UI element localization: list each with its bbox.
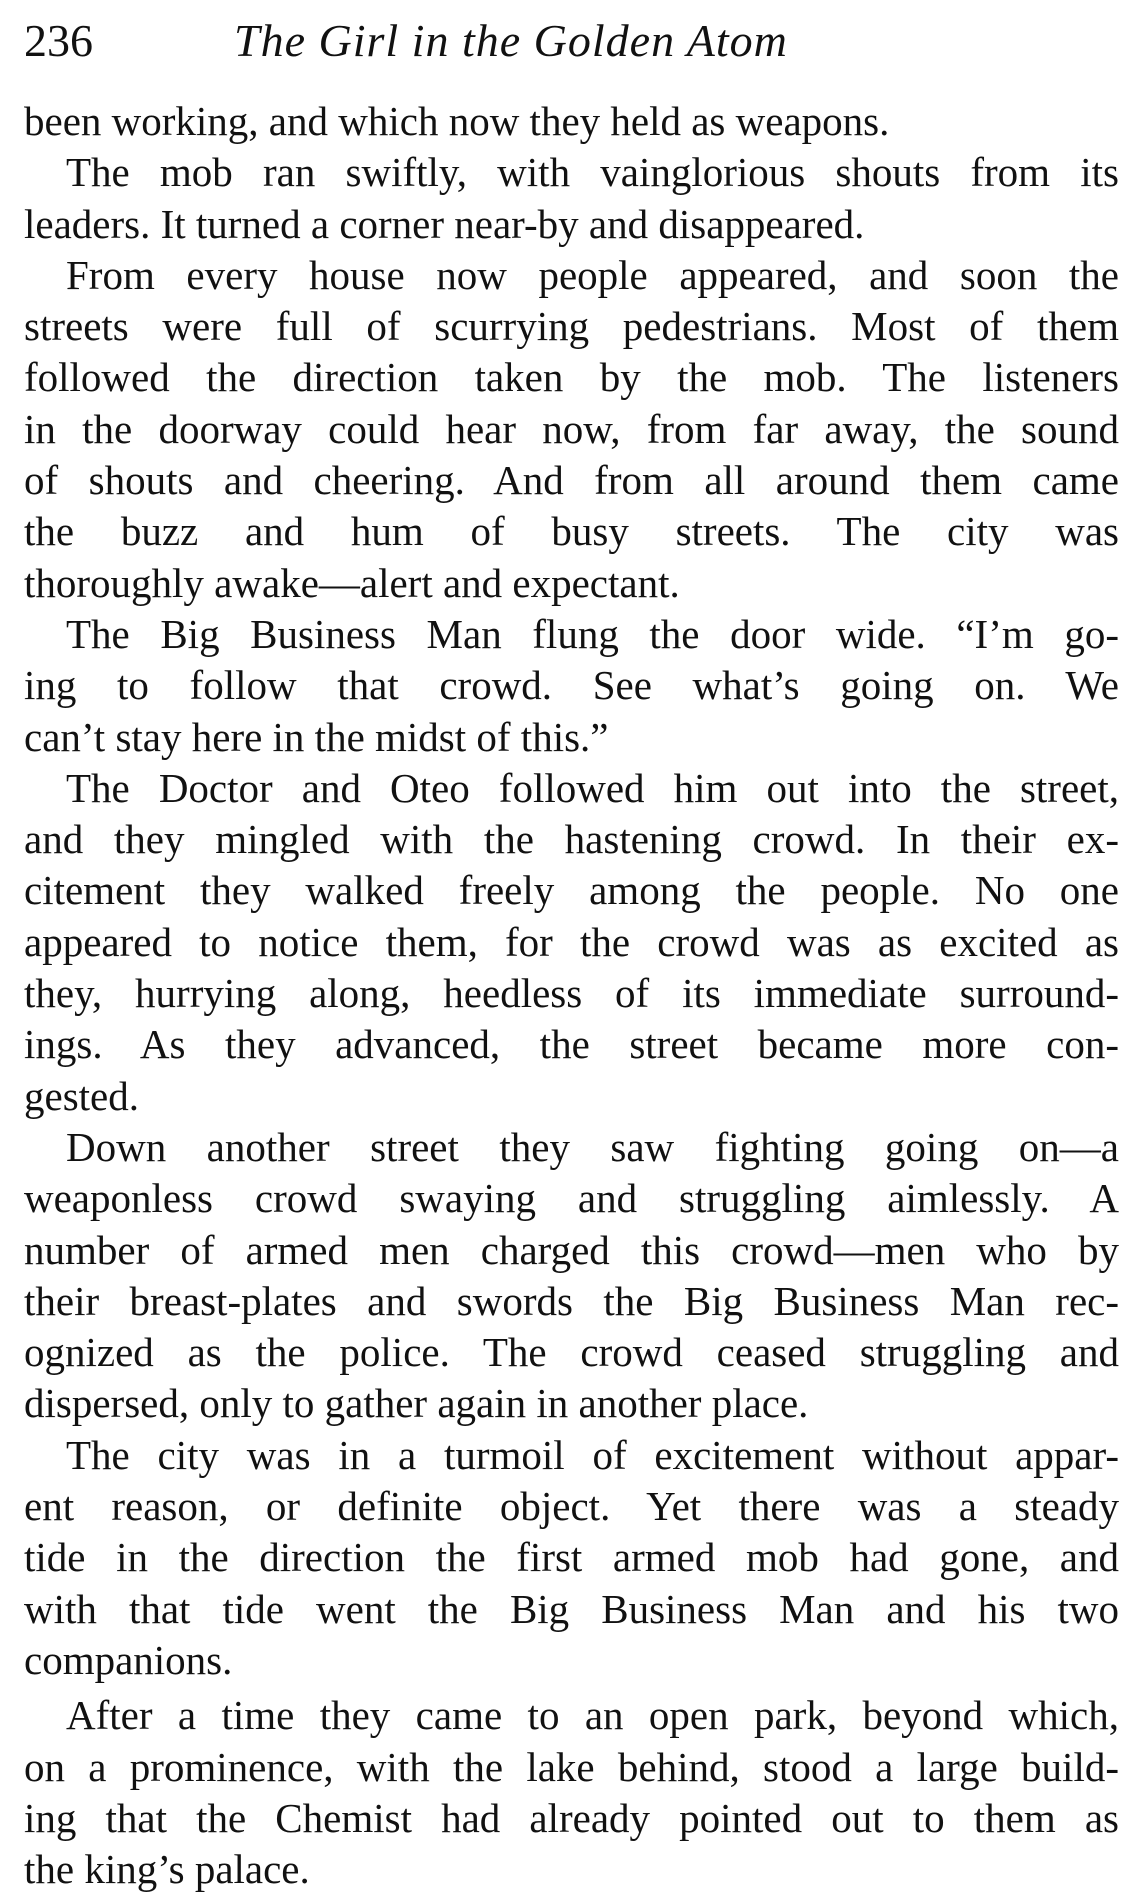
text-line: ing to follow that crowd. See what’s going on. We (24, 662, 1119, 709)
text-line: number of armed men charged this crowd—men who by (24, 1226, 1119, 1273)
paragraph-turmoil (24, 1430, 1119, 1686)
text-line: The city was in a turmoil of excitement without appar- (66, 1431, 1119, 1478)
text-line: of shouts and cheering. And from all around them came (24, 457, 1119, 504)
text-line: thoroughly awake—alert and expectant. (24, 559, 680, 606)
text-line: the king’s palace. (24, 1846, 310, 1893)
paragraph-continuation (24, 96, 1119, 147)
paragraph-street-crowd (24, 763, 1119, 1122)
text-line: appeared to notice them, for the crowd was as excited as (24, 918, 1119, 965)
paragraph-door (24, 609, 1119, 763)
text-line: The Big Business Man flung the door wide. “I’m go- (66, 610, 1119, 657)
text-line: in the doorway could hear now, from far away, the sound (24, 405, 1119, 452)
text-line: leaders. It turned a corner near-by and disappeared. (24, 200, 865, 247)
text-line: on a prominence, with the lake behind, stood a large build- (24, 1743, 1119, 1790)
text-line: companions. (24, 1636, 233, 1683)
text-line: ognized as the police. The crowd ceased struggling and (24, 1329, 1119, 1376)
text-line: with that tide went the Big Business Man and his two (24, 1585, 1119, 1632)
text-line: gested. (24, 1072, 139, 1119)
text-line: The mob ran swiftly, with vainglorious shouts from its (66, 149, 1119, 196)
text-line: the buzz and hum of busy streets. The city was (24, 508, 1119, 555)
text-line: followed the direction taken by the mob. The listeners (24, 354, 1119, 401)
text-line: After a time they came to an open park, beyond which, (66, 1692, 1119, 1739)
text-line: they, hurrying along, heedless of its immediate surround- (24, 970, 1119, 1017)
paragraph-mob (24, 147, 1119, 250)
paragraph-palace (24, 1690, 1119, 1895)
text-line: The Doctor and Oteo followed him out into the street, (66, 764, 1119, 811)
paragraph-fighting (24, 1122, 1119, 1430)
text-line: their breast-plates and swords the Big Business Man rec- (24, 1277, 1119, 1324)
text-line: Down another street they saw fighting going on—a (66, 1123, 1119, 1170)
page-number: 236 (24, 15, 93, 66)
text-line: From every house now people appeared, and soon the (66, 251, 1119, 298)
text-line: tide in the direction the first armed mob had gone, and (24, 1534, 1119, 1581)
text-line: weaponless crowd swaying and struggling aimlessly. A (24, 1175, 1119, 1222)
text-line: and they mingled with the hastening crowd. In their ex- (24, 816, 1119, 863)
book-title: The Girl in the Golden Atom (234, 15, 788, 66)
paragraph-streets (24, 250, 1119, 609)
running-head (24, 8, 1124, 78)
chapter-body (24, 96, 1119, 1895)
text-line: ent reason, or definite object. Yet there was a steady (24, 1483, 1119, 1530)
text-line: can’t stay here in the midst of this.” (24, 713, 609, 760)
text-line: citement they walked freely among the people. No one (24, 867, 1119, 914)
text-line: ing that the Chemist had already pointed out to them as (24, 1794, 1119, 1841)
text-line: been working, and which now they held as weapons. (24, 98, 890, 144)
text-line: ings. As they advanced, the street became more con- (24, 1021, 1119, 1068)
text-line: streets were full of scurrying pedestrians. Most of them (24, 303, 1119, 350)
text-line: dispersed, only to gather again in another place. (24, 1380, 809, 1427)
